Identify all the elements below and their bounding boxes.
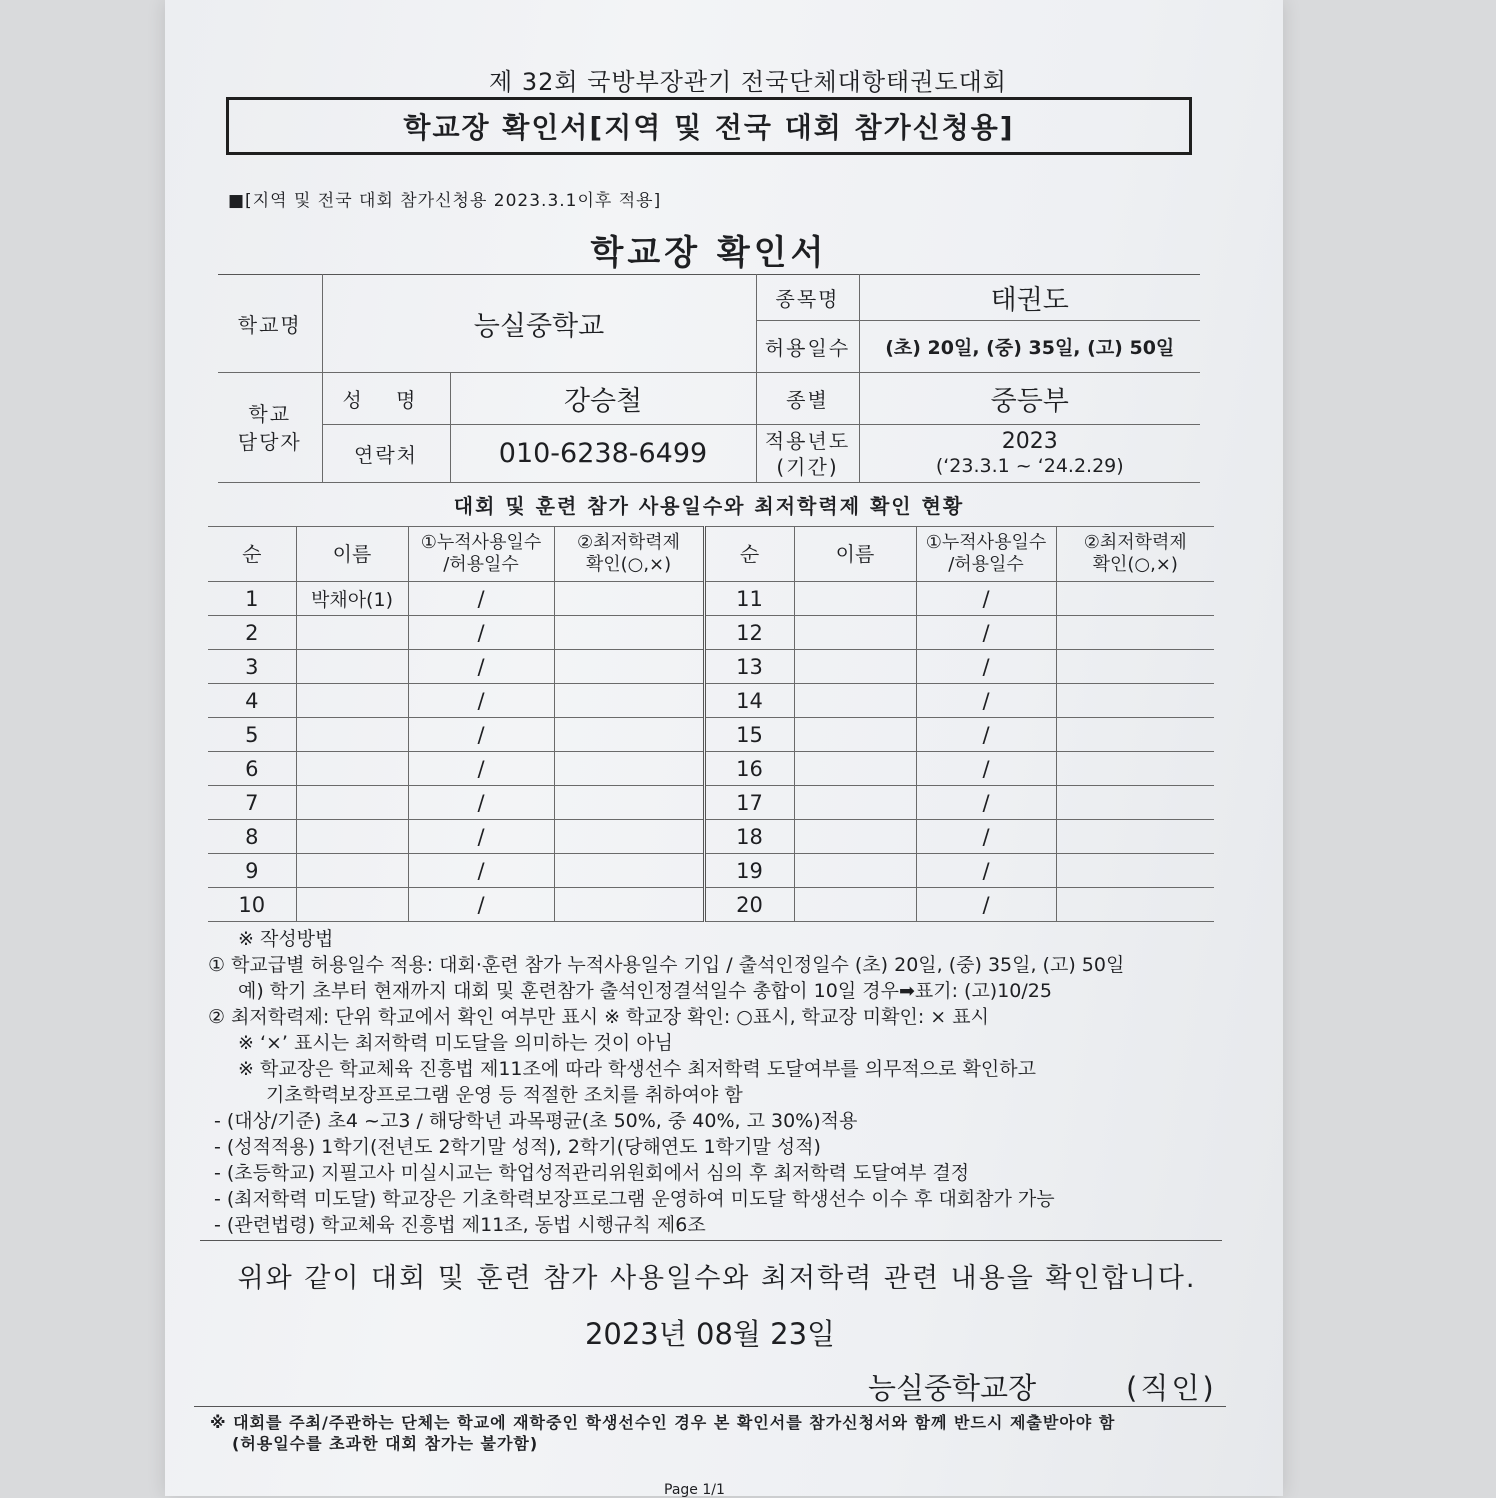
row-check [554,616,704,650]
form-title: 학교장 확인서[지역 및 전국 대회 참가신청용] [403,111,1015,144]
principal-name: 능실중학교장 [868,1371,1037,1405]
row-no: 10 [208,888,296,922]
contact-person-label: 학교 담당자 [218,373,322,483]
footer-note [210,1412,1115,1454]
row-days: / [408,854,554,888]
row-name-right [794,786,916,820]
row-no: 6 [208,752,296,786]
row-no: 4 [208,684,296,718]
row-no-right: 12 [704,616,794,650]
table-row [208,752,1214,786]
row-name-right [794,854,916,888]
year-value: 2023 [1001,428,1058,454]
row-name [296,888,408,922]
row-name-right [794,582,916,616]
row-no-right: 15 [704,718,794,752]
row-no: 7 [208,786,296,820]
row-name [296,650,408,684]
category-label: 종별 [756,373,859,425]
info-table [218,274,1200,483]
header-no: 순 [208,527,296,582]
school-value: 능실중학교 [322,275,756,373]
row-check [554,650,704,684]
row-check-right [1056,582,1214,616]
row-no-right: 13 [704,650,794,684]
row-name [296,684,408,718]
footer-note-line: ※ 대회를 주최/주관하는 단체는 학교에 재학중인 학생선수인 경우 본 확인서를 참가신청서와 함께 반드시 제출받아야 함 [210,1413,1116,1432]
row-days-right: / [916,820,1056,854]
row-check [554,888,704,922]
event-title: 제 32회 국방부장관기 전국단체대항태권도대회 [489,68,1007,96]
row-check [554,854,704,888]
row-days-right: / [916,752,1056,786]
instruction-line: 예) 학기 초부터 현재까지 대회 및 훈련참가 출석인정결석일수 총합이 10일 경우➡표기: (고)10/25 [238,980,1052,1002]
row-name-right [794,616,916,650]
row-days-right: / [916,888,1056,922]
row-check-right [1056,820,1214,854]
table-row [208,616,1214,650]
row-check-right [1056,888,1214,922]
row-days-right: / [916,786,1056,820]
table-row [208,786,1214,820]
header-check: ②최저학력제 확인(○,×) [554,527,704,582]
row-check-right [1056,786,1214,820]
name-value: 강승철 [450,373,756,425]
header-no-right: 순 [704,527,794,582]
row-no: 5 [208,718,296,752]
table-row [208,684,1214,718]
instruction-line: 기초학력보장프로그램 운영 등 적절한 조치를 취하여야 함 [266,1084,743,1106]
issue-date: 2023년 08월 23일 [584,1317,836,1351]
divider-line [200,1240,1222,1241]
row-no-right: 14 [704,684,794,718]
row-no-right: 19 [704,854,794,888]
instruction-line: - (초등학교) 지필고사 미실시교는 학업성적관리위원회에서 심의 후 최저학력 도달여부 결정 [214,1162,970,1184]
row-days: / [408,786,554,820]
roster-body [208,582,1214,922]
row-name-right [794,820,916,854]
instruction-line: ① 학교급별 허용일수 적용: 대회·훈련 참가 누적사용일수 기입 / 출석인정일수 (초) 20일, (중) 35일, (고) 50일 [208,954,1125,976]
row-name [296,752,408,786]
row-days: / [408,582,554,616]
school-label: 학교명 [218,275,322,373]
row-days: / [408,820,554,854]
instruction-line: ※ ‘×’ 표시는 최저학력 미도달을 의미하는 것이 아님 [238,1032,673,1054]
row-days-right: / [916,718,1056,752]
row-check [554,752,704,786]
instruction-line: ② 최저학력제: 단위 학교에서 확인 여부만 표시 ※ 학교장 확인: ○표시, 학교장 미확인: × 표시 [208,1006,989,1028]
row-days: / [408,752,554,786]
row-days: / [408,718,554,752]
row-days-right: / [916,684,1056,718]
row-days: / [408,888,554,922]
row-check [554,786,704,820]
row-days-right: / [916,854,1056,888]
period-value: (‘23.3.1 ~ ‘24.2.29) [935,455,1124,478]
row-check [554,684,704,718]
phone-label: 연락처 [322,425,450,483]
instruction-line: - (성적적용) 1학기(전년도 2학기말 성적), 2학기(당해연도 1학기말 성적) [214,1136,821,1158]
row-no-right: 11 [704,582,794,616]
header-days-right: ①누적사용일수 /허용일수 [916,527,1056,582]
row-check-right [1056,854,1214,888]
instruction-line: ※ 학교장은 학교체육 진흥법 제11조에 따라 학생선수 최저학력 도달여부를 의무적으로 확인하고 [238,1058,1036,1080]
table-row [208,650,1214,684]
row-no-right: 17 [704,786,794,820]
row-no: 8 [208,820,296,854]
applied-note: ■[지역 및 전국 대회 참가신청용 2023.3.1이후 적용] [228,191,662,211]
sport-value: 태권도 [859,275,1200,321]
row-check [554,718,704,752]
form-title-box [226,97,1192,155]
instructions-heading: ※ 작성방법 [238,928,334,950]
row-no: 2 [208,616,296,650]
table-row [208,718,1214,752]
row-name-right [794,650,916,684]
instructions [208,926,1208,1238]
row-check [554,820,704,854]
row-name: 박채아(1) [296,582,408,616]
header-name: 이름 [296,527,408,582]
row-name-right [794,684,916,718]
row-check-right [1056,752,1214,786]
row-name-right [794,888,916,922]
document-title: 학교장 확인서 [590,233,828,273]
row-check-right [1056,616,1214,650]
header-name-right: 이름 [794,527,916,582]
page-number: Page 1/1 [664,1482,725,1498]
instruction-line: - (관련법령) 학교체육 진흥법 제11조, 동법 시행규칙 제6조 [214,1214,706,1236]
row-check-right [1056,718,1214,752]
header-check-right: ②최저학력제 확인(○,×) [1056,527,1214,582]
row-check [554,582,704,616]
row-check-right [1056,650,1214,684]
row-days: / [408,650,554,684]
allowed-days-label: 허용일수 [756,321,859,373]
table-row [208,820,1214,854]
category-value: 중등부 [859,373,1200,425]
footer-note-line: (허용일수를 초과한 대회 참가는 불가함) [232,1434,539,1453]
allowed-days-value: (초) 20일, (중) 35일, (고) 50일 [859,321,1200,373]
sport-label: 종목명 [756,275,859,321]
seal-mark: (직인) [1126,1371,1217,1405]
row-days: / [408,616,554,650]
row-no-right: 18 [704,820,794,854]
row-days-right: / [916,582,1056,616]
name-label: 성 명 [322,373,450,425]
year-label: 적용년도 (기간) [756,425,859,483]
row-name [296,718,408,752]
row-check-right [1056,684,1214,718]
row-no-right: 16 [704,752,794,786]
table-row [208,888,1214,922]
row-no: 3 [208,650,296,684]
row-no-right: 20 [704,888,794,922]
table-row [208,582,1214,616]
row-no: 9 [208,854,296,888]
roster-table [208,526,1214,922]
row-name-right [794,718,916,752]
header-days: ①누적사용일수 /허용일수 [408,527,554,582]
instruction-line: - (대상/기준) 초4 ~고3 / 해당학년 과목평균(초 50%, 중 40%, 고 30%)적용 [214,1110,858,1132]
row-name-right [794,752,916,786]
row-days-right: / [916,616,1056,650]
row-no: 1 [208,582,296,616]
row-days: / [408,684,554,718]
row-days-right: / [916,650,1056,684]
divider-line [194,1406,1226,1407]
roster-title: 대회 및 훈련 참가 사용일수와 최저학력제 확인 현황 [453,494,965,518]
phone-value: 010-6238-6499 [450,425,756,483]
row-name [296,820,408,854]
row-name [296,616,408,650]
instruction-line: - (최저학력 미도달) 학교장은 기초학력보장프로그램 운영하여 미도달 학생선수 이수 후 대회참가 가능 [214,1188,1055,1210]
table-row [208,854,1214,888]
confirm-statement: 위와 같이 대회 및 훈련 참가 사용일수와 최저학력 관련 내용을 확인합니다. [237,1263,1197,1294]
year-cell [859,425,1200,483]
row-name [296,786,408,820]
row-name [296,854,408,888]
